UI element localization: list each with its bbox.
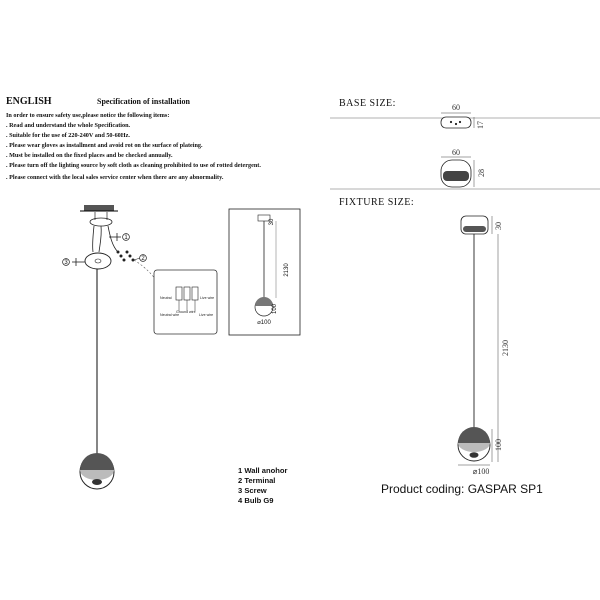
dimension-width: 60 xyxy=(452,103,460,112)
product-coding: Product coding: GASPAR SP1 xyxy=(381,482,543,496)
instruction-item: . Suitable for the use of 220-240V and 50-60Hz. xyxy=(6,132,130,139)
wire xyxy=(93,226,94,252)
dimension-length: 2130 xyxy=(501,340,510,356)
wall-anchor xyxy=(90,218,112,226)
dimension-length: 2130 xyxy=(284,263,290,277)
terminal-label: Neutral wire xyxy=(160,313,180,317)
legend-item: 1 Wall anohor xyxy=(238,466,288,475)
instruction-item: . Must be installed on the fixed places and be checked annually. xyxy=(6,152,173,159)
dimension-height: 17 xyxy=(476,121,485,129)
dimension-top: 30 xyxy=(494,222,503,230)
spec-title: Specification of installation xyxy=(97,97,190,106)
dimension-head-height: 100 xyxy=(494,439,503,451)
bulb-window xyxy=(92,479,102,485)
instruction-item: . Please wear gloves as installment and avoid rot on the surface of plateing. xyxy=(6,142,203,149)
base-size-label: BASE SIZE: xyxy=(339,98,396,109)
fixture-size-label: FIXTURE SIZE: xyxy=(339,197,415,208)
ceiling-hatch xyxy=(84,205,114,211)
dimension-width: 60 xyxy=(452,148,460,157)
instruction-intro: In order to ensure safety use,please notice the following items: xyxy=(6,112,170,119)
terminal-detail-box xyxy=(154,270,217,334)
wire xyxy=(99,226,101,252)
legend-item: 2 Terminal xyxy=(238,476,276,485)
fixture-drawing xyxy=(458,216,510,476)
terminal-label: Neutral xyxy=(160,296,172,300)
terminal-label: Ground wire xyxy=(176,310,196,314)
language-heading: ENGLISH xyxy=(6,96,52,107)
instruction-item: . Read and understand the whole Specification. xyxy=(6,122,131,129)
callout-number: 2 xyxy=(141,256,145,262)
dimension-top: 30 xyxy=(269,218,275,226)
exploded-installation-drawing xyxy=(63,205,162,489)
base-top-view xyxy=(441,103,485,129)
base-side-view xyxy=(441,148,486,187)
dimension-height: 28 xyxy=(477,169,486,177)
terminal-label: Live wire xyxy=(199,313,214,317)
wire xyxy=(108,226,118,252)
fixture-detail-small xyxy=(229,209,300,335)
terminal-detail xyxy=(154,270,217,334)
dimension-diameter: ⌀100 xyxy=(257,320,271,326)
callout-number: 1 xyxy=(124,235,128,241)
legend-item: 3 Screw xyxy=(238,486,267,495)
instruction-item: . Please turn off the lighting source by soft cloth as cleaning prohibited to use of rotted detergent. xyxy=(6,162,261,169)
callout-number: 3 xyxy=(64,260,68,266)
dimension-diameter: ⌀100 xyxy=(472,467,490,476)
dimension-head: 100 xyxy=(272,303,278,315)
instruction-item: . Please connect with the local sales service center when there are any abnormality. xyxy=(6,174,224,181)
terminal-label: Live wire xyxy=(200,296,215,300)
legend-item: 4 Bulb G9 xyxy=(238,496,274,505)
base-plate xyxy=(441,117,471,128)
